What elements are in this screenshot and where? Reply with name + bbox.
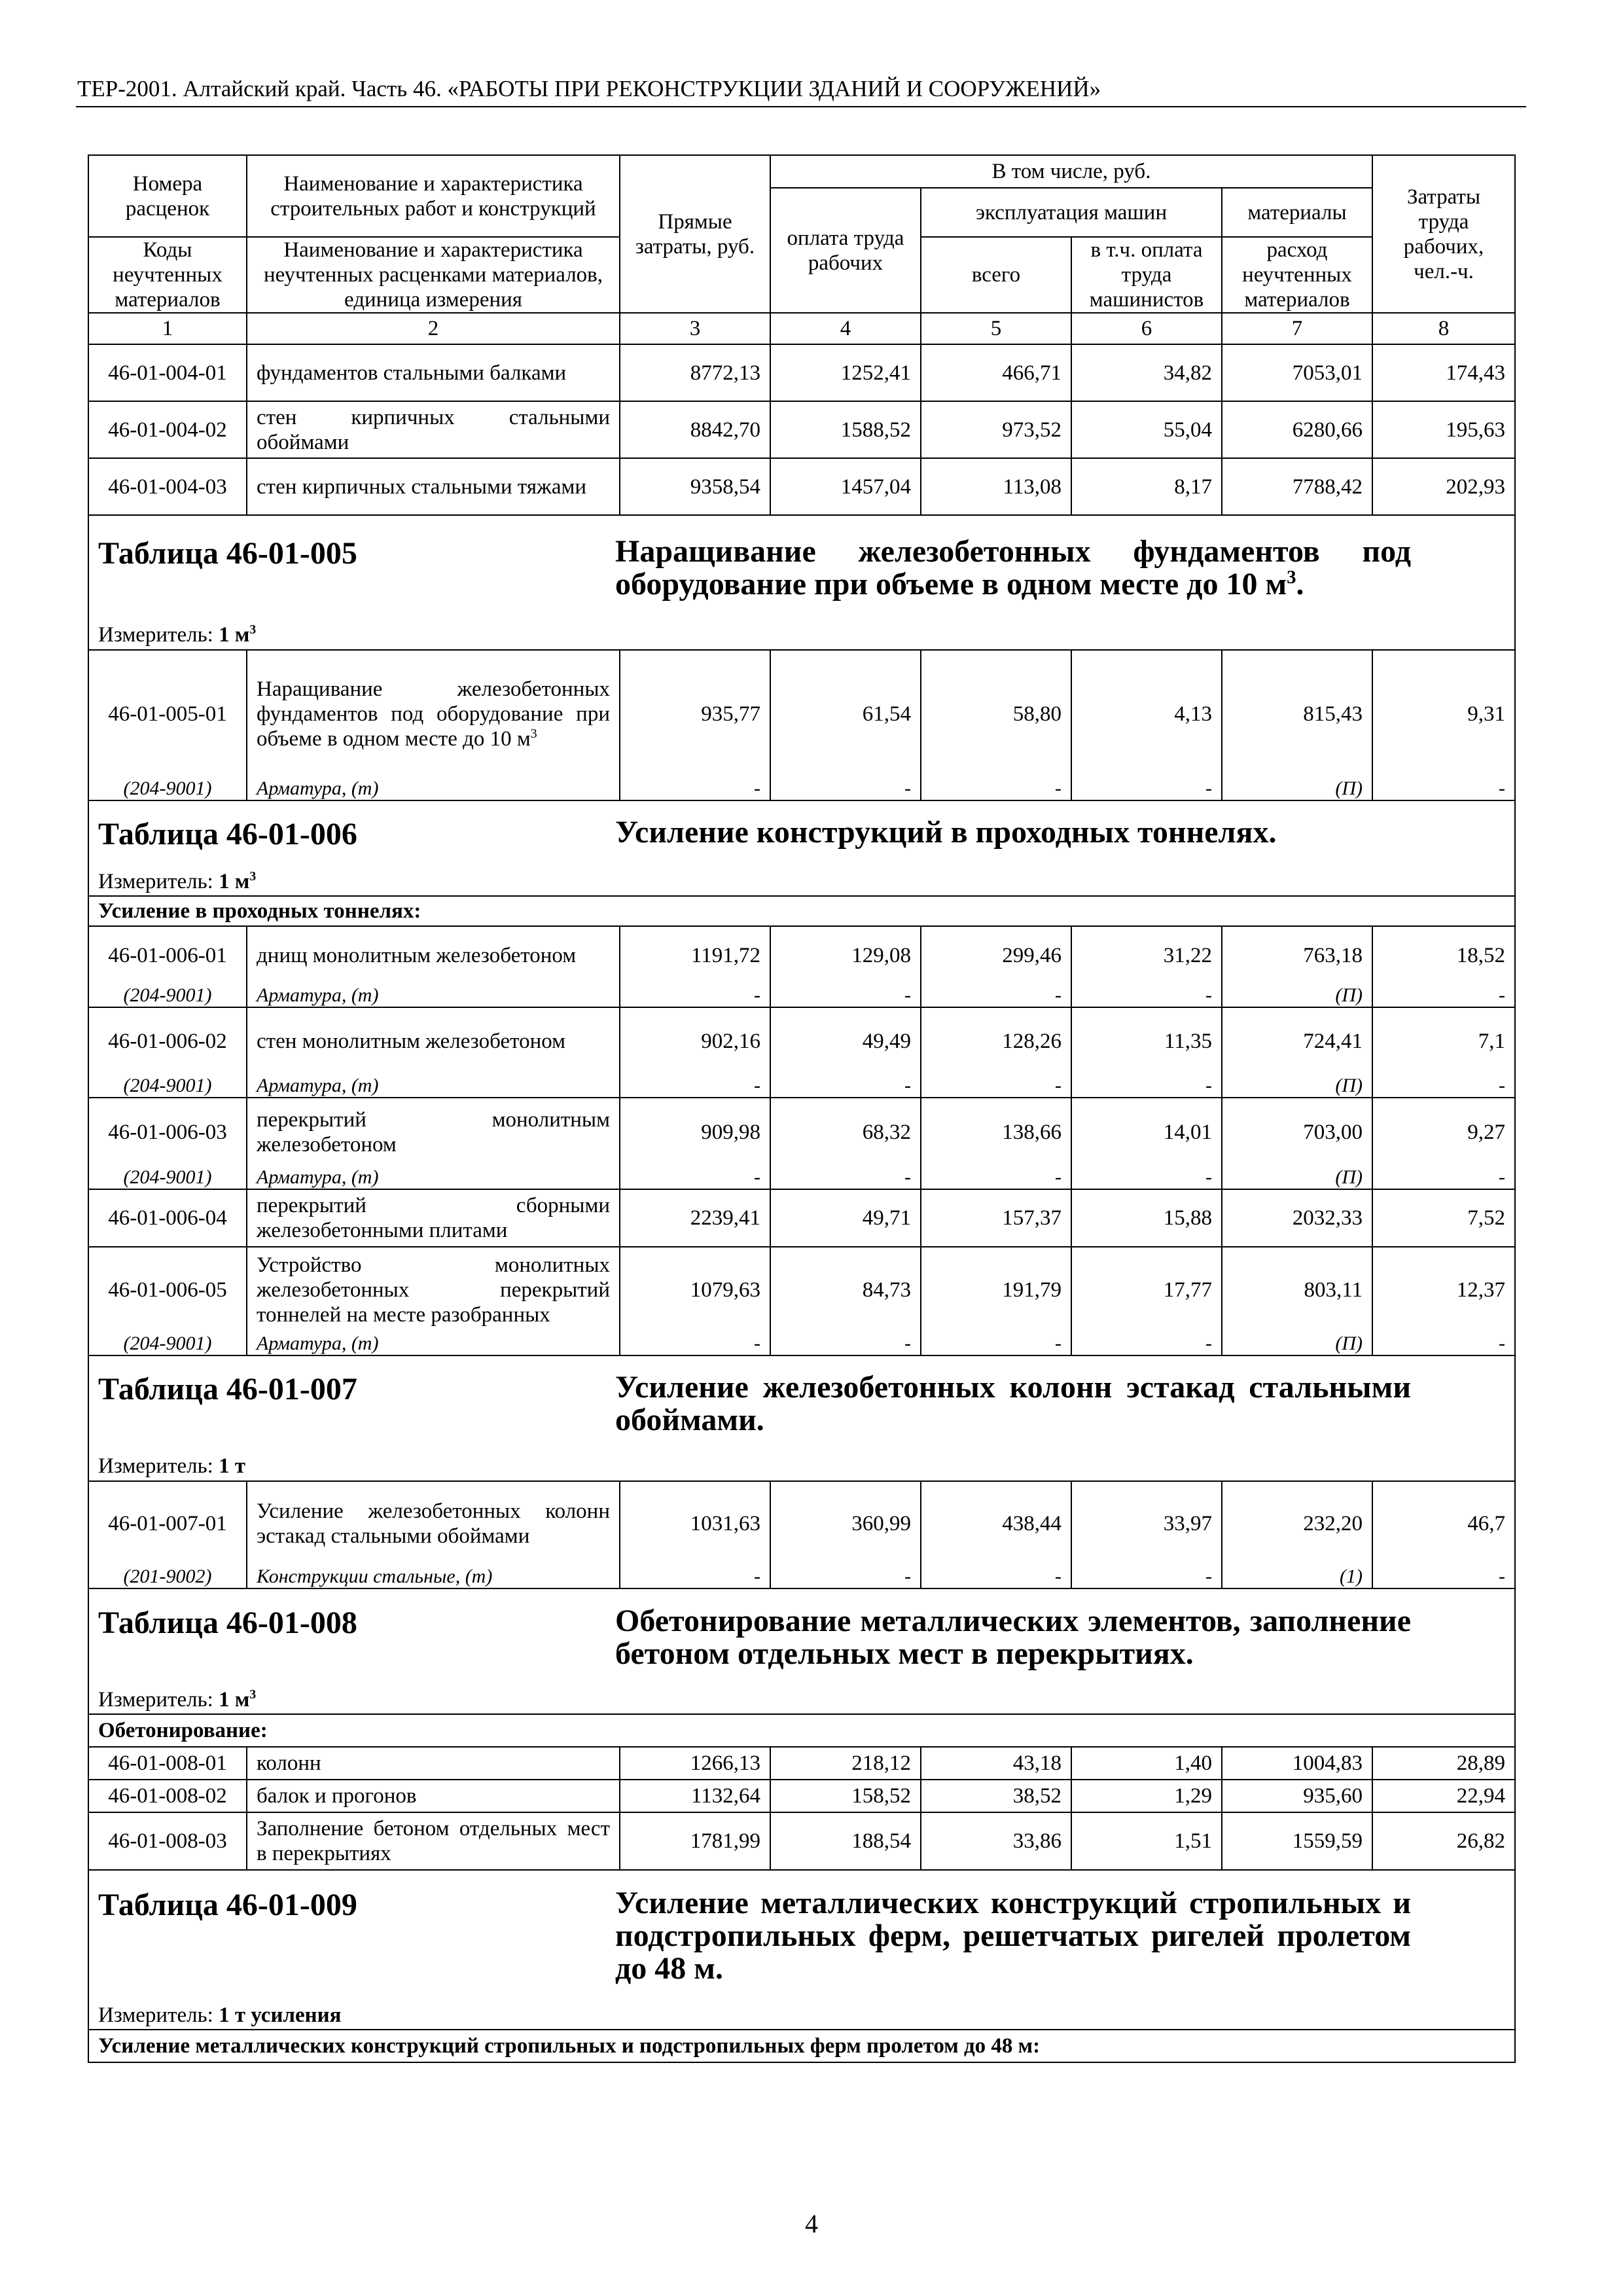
table-id: Таблица 46-01-005 [98, 535, 357, 571]
table-row [88, 1247, 1515, 1332]
material-code: (204-9001) [88, 777, 247, 800]
labor-pay: 360,99 [770, 1481, 921, 1565]
rate-code: 46-01-004-03 [88, 458, 247, 515]
direct-costs: 1266,13 [620, 1747, 770, 1780]
header-rule [76, 106, 1526, 107]
hdr-labor-pay: оплата труда рабочих [770, 188, 921, 313]
hdr-machines-total: всего [921, 237, 1071, 313]
material-name: Арматура, (т) [247, 1332, 620, 1355]
direct-costs: 8772,13 [620, 344, 770, 401]
rate-code: 46-01-006-04 [88, 1189, 247, 1247]
machines-total: 113,08 [921, 458, 1071, 515]
material-row: (204-9001) Арматура, (т) - - - - (П) - [88, 984, 1515, 1007]
table-id: Таблица 46-01-007 [98, 1371, 357, 1407]
material-name: Арматура, (т) [247, 1166, 620, 1189]
table-row [88, 1007, 1515, 1074]
labor-hours: 174,43 [1372, 344, 1515, 401]
table-row [88, 401, 1515, 458]
material-row: (204-9001) Арматура, (т) - - - - (П) - [88, 1332, 1515, 1355]
rate-name: колонн [247, 1747, 620, 1780]
material-qty: (П) [1222, 984, 1372, 1007]
material-row: (201-9002) Конструкции стальные, (т) - - - - (1) - [88, 1565, 1515, 1588]
labor-hours: 46,7 [1372, 1481, 1515, 1565]
hdr-operators-pay: в т.ч. оплата труда машинистов [1071, 237, 1222, 313]
labor-pay: 1457,04 [770, 458, 921, 515]
materials: 7053,01 [1222, 344, 1372, 401]
labor-hours: 28,89 [1372, 1747, 1515, 1780]
material-code: (204-9001) [88, 984, 247, 1007]
operators-pay: 55,04 [1071, 401, 1222, 458]
table-row [88, 1812, 1515, 1870]
labor-hours: 195,63 [1372, 401, 1515, 458]
table-title: Усиление металлических конструкций стропильных и подстропильных ферм, решетчатых ригелей пролетом до 48 м. [615, 1885, 1411, 1986]
rate-code: 46-01-008-03 [88, 1812, 247, 1870]
col-number: 3 [620, 313, 770, 344]
section-header [88, 1588, 1515, 1685]
labor-pay: 49,49 [770, 1007, 921, 1074]
table-row [88, 1780, 1515, 1812]
material-name: Конструкции стальные, (т) [247, 1565, 620, 1588]
hdr-labor-hours: Затраты труда рабочих, чел.-ч. [1372, 155, 1515, 313]
table-row [88, 458, 1515, 515]
subsection-title: Обетонирование: [88, 1714, 1515, 1747]
section-header [88, 515, 1515, 620]
machines-total: 38,52 [921, 1780, 1071, 1812]
table-row [88, 1481, 1515, 1565]
labor-hours: 22,94 [1372, 1780, 1515, 1812]
materials: 232,20 [1222, 1481, 1372, 1565]
machines-total: 973,52 [921, 401, 1071, 458]
table-row [88, 650, 1515, 777]
direct-costs: 1191,72 [620, 926, 770, 984]
materials: 703,00 [1222, 1098, 1372, 1166]
machines-total: 33,86 [921, 1812, 1071, 1870]
operators-pay: 15,88 [1071, 1189, 1222, 1247]
table-title: Наращивание железобетонных фундаментов под оборудование при объеме в одном месте до 10 $м^3$. [615, 533, 1411, 601]
machines-total: 138,66 [921, 1098, 1071, 1166]
col-number: 2 [247, 313, 620, 344]
operators-pay: 11,35 [1071, 1007, 1222, 1074]
materials: 1559,59 [1222, 1812, 1372, 1870]
machines-total: 58,80 [921, 650, 1071, 777]
labor-hours: 26,82 [1372, 1812, 1515, 1870]
material-code: (204-9001) [88, 1074, 247, 1098]
operators-pay: 1,29 [1071, 1780, 1222, 1812]
material-code: (204-9001) [88, 1166, 247, 1189]
direct-costs: 2239,41 [620, 1189, 770, 1247]
rate-name: Заполнение бетоном отдельных мест в перекрытиях [247, 1812, 620, 1870]
rate-code: 46-01-008-02 [88, 1780, 247, 1812]
rate-code: 46-01-006-02 [88, 1007, 247, 1074]
table-row [88, 344, 1515, 401]
rate-code: 46-01-005-01 [88, 650, 247, 777]
labor-pay: 1588,52 [770, 401, 921, 458]
rate-name: стен кирпичных стальными обоймами [247, 401, 620, 458]
labor-hours: 7,1 [1372, 1007, 1515, 1074]
table-title: Усиление конструкций в проходных тоннелях. [615, 814, 1277, 850]
material-code: (204-9001) [88, 1332, 247, 1355]
material-qty: (П) [1222, 1166, 1372, 1189]
material-row: (204-9001) Арматура, (т) - - - - (П) - [88, 1074, 1515, 1098]
machines-total: 43,18 [921, 1747, 1071, 1780]
machines-total: 466,71 [921, 344, 1071, 401]
material-row: (204-9001) Арматура, (т) - - - - (П) - [88, 1166, 1515, 1189]
operators-pay: 1,51 [1071, 1812, 1222, 1870]
machines-total: 299,46 [921, 926, 1071, 984]
labor-hours: 9,31 [1372, 650, 1515, 777]
labor-hours: 18,52 [1372, 926, 1515, 984]
section-header [88, 800, 1515, 867]
table-title: Усиление железобетонных колонн эстакад стальными обоймами. [615, 1369, 1411, 1437]
labor-pay: 61,54 [770, 650, 921, 777]
operators-pay: 14,01 [1071, 1098, 1222, 1166]
operators-pay: 31,22 [1071, 926, 1222, 984]
operators-pay: 33,97 [1071, 1481, 1222, 1565]
direct-costs: 1079,63 [620, 1247, 770, 1332]
materials: 6280,66 [1222, 401, 1372, 458]
material-name: Арматура, (т) [247, 984, 620, 1007]
page-number: 4 [805, 2209, 818, 2238]
table-id: Таблица 46-01-006 [98, 816, 357, 852]
rate-name: перекрытий монолитным железобетоном [247, 1098, 620, 1166]
material-code: (201-9002) [88, 1565, 247, 1588]
hdr-codes: Номера расценок [88, 155, 247, 237]
rate-name: фундаментов стальными балками [247, 344, 620, 401]
table-id: Таблица 46-01-009 [98, 1887, 357, 1922]
table-id: Таблица 46-01-008 [98, 1605, 357, 1640]
material-qty: (1) [1222, 1565, 1372, 1588]
material-qty: (П) [1222, 777, 1372, 800]
materials: 724,41 [1222, 1007, 1372, 1074]
col-number: 1 [88, 313, 247, 344]
labor-hours: 12,37 [1372, 1247, 1515, 1332]
hdr-material-consumption: расход неучтенных материалов [1222, 237, 1372, 313]
hdr-group: В том числе, руб. [770, 155, 1372, 188]
subsection-title: Усиление металлических конструкций стропильных и подстропильных ферм пролетом до 48 м: [88, 2030, 1515, 2062]
direct-costs: 902,16 [620, 1007, 770, 1074]
operators-pay: 17,77 [1071, 1247, 1222, 1332]
hdr-material-codes: Коды неучтенных материалов [88, 237, 247, 313]
table-row [88, 1747, 1515, 1780]
operators-pay: 8,17 [1071, 458, 1222, 515]
section-header [88, 1355, 1515, 1451]
materials: 935,60 [1222, 1780, 1372, 1812]
rate-name: перекрытий сборными железобетонными плитами [247, 1189, 620, 1247]
materials: 2032,33 [1222, 1189, 1372, 1247]
direct-costs: 1031,63 [620, 1481, 770, 1565]
material-qty: (П) [1222, 1074, 1372, 1098]
materials: 7788,42 [1222, 458, 1372, 515]
unit-of-measure: Измеритель: 1 $м^3$ [88, 867, 1515, 896]
rate-name: стен кирпичных стальными тяжами [247, 458, 620, 515]
col-number: 6 [1071, 313, 1222, 344]
section-header [88, 1870, 1515, 2001]
hdr-machines: эксплуатация машин [921, 188, 1222, 237]
rate-code: 46-01-006-03 [88, 1098, 247, 1166]
rate-code: 46-01-007-01 [88, 1481, 247, 1565]
material-qty: (П) [1222, 1332, 1372, 1355]
machines-total: 157,37 [921, 1189, 1071, 1247]
running-header: ТЕР-2001. Алтайский край. Часть 46. «РАБОТЫ ПРИ РЕКОНСТРУКЦИИ ЗДАНИЙ И СООРУЖЕНИЙ» [77, 76, 1101, 101]
direct-costs: 1132,64 [620, 1780, 770, 1812]
rate-code: 46-01-006-01 [88, 926, 247, 984]
labor-pay: 129,08 [770, 926, 921, 984]
labor-hours: 9,27 [1372, 1098, 1515, 1166]
direct-costs: 935,77 [620, 650, 770, 777]
rate-name: Наращивание железобетонных фундаментов под оборудование при объеме в одном месте до 10 $м^3$ [247, 650, 620, 777]
materials: 763,18 [1222, 926, 1372, 984]
rate-name: Усиление железобетонных колонн эстакад стальными обоймами [247, 1481, 620, 1565]
direct-costs: 9358,54 [620, 458, 770, 515]
direct-costs: 1781,99 [620, 1812, 770, 1870]
labor-pay: 158,52 [770, 1780, 921, 1812]
rate-name: балок и прогонов [247, 1780, 620, 1812]
col-number: 7 [1222, 313, 1372, 344]
rate-name: стен монолитным железобетоном [247, 1007, 620, 1074]
table-row [88, 1098, 1515, 1166]
direct-costs: 8842,70 [620, 401, 770, 458]
labor-pay: 68,32 [770, 1098, 921, 1166]
rates-table [88, 154, 1516, 2063]
operators-pay: 34,82 [1071, 344, 1222, 401]
direct-costs: 909,98 [620, 1098, 770, 1166]
unit-of-measure: Измеритель: 1 т [88, 1451, 1515, 1481]
hdr-direct-costs: Прямые затраты, руб. [620, 155, 770, 313]
subsection-title: Усиление в проходных тоннелях: [88, 896, 1515, 926]
rate-name: днищ монолитным железобетоном [247, 926, 620, 984]
labor-pay: 1252,41 [770, 344, 921, 401]
labor-pay: 49,71 [770, 1189, 921, 1247]
material-name: Арматура, (т) [247, 777, 620, 800]
operators-pay: 4,13 [1071, 650, 1222, 777]
operators-pay: 1,40 [1071, 1747, 1222, 1780]
materials: 815,43 [1222, 650, 1372, 777]
unit-of-measure: Измеритель: 1 $м^3$ [88, 1685, 1515, 1714]
labor-hours: 7,52 [1372, 1189, 1515, 1247]
rate-code: 46-01-006-05 [88, 1247, 247, 1332]
labor-pay: 188,54 [770, 1812, 921, 1870]
col-number: 8 [1372, 313, 1515, 344]
hdr-name: Наименование и характеристика строительных работ и конструкций [247, 155, 620, 237]
unit-of-measure: Измеритель: 1 т усиления [88, 2001, 1515, 2030]
material-name: Арматура, (т) [247, 1074, 620, 1098]
rate-code: 46-01-008-01 [88, 1747, 247, 1780]
machines-total: 191,79 [921, 1247, 1071, 1332]
rate-code: 46-01-004-01 [88, 344, 247, 401]
machines-total: 438,44 [921, 1481, 1071, 1565]
unit-of-measure: Измеритель: 1 $м^3$ [88, 620, 1515, 650]
labor-pay: 218,12 [770, 1747, 921, 1780]
machines-total: 128,26 [921, 1007, 1071, 1074]
hdr-materials: материалы [1222, 188, 1372, 237]
table-row [88, 1189, 1515, 1247]
rate-name: Устройство монолитных железобетонных перекрытий тоннелей на месте разобранных [247, 1247, 620, 1332]
materials: 1004,83 [1222, 1747, 1372, 1780]
table-title: Обетонирование металлических элементов, заполнение бетоном отдельных мест в перекрытиях. [615, 1603, 1411, 1671]
materials: 803,11 [1222, 1247, 1372, 1332]
hdr-material-names: Наименование и характеристика неучтенных расценками материалов, единица измерения [247, 237, 620, 313]
material-row: (204-9001) Арматура, (т) - - - - (П) - [88, 777, 1515, 800]
table-row [88, 926, 1515, 984]
col-number: 5 [921, 313, 1071, 344]
rate-code: 46-01-004-02 [88, 401, 247, 458]
col-number: 4 [770, 313, 921, 344]
labor-pay: 84,73 [770, 1247, 921, 1332]
labor-hours: 202,93 [1372, 458, 1515, 515]
